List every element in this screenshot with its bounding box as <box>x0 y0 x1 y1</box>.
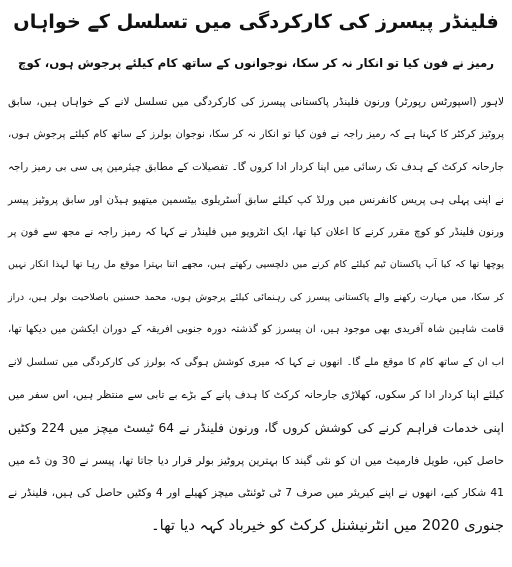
body-line: قامت شاہین شاہ آفریدی بھی موجود ہیں، ان پیسرز کو گذشتہ دورہ جنوبی افریقہ کے دوران ایکشن میں دیکھا تھا، <box>8 324 504 336</box>
subheadline: رمیز نے فون کیا تو انکار نہ کر سکا، نوجوانوں کے ساتھ کام کیلئے پرجوش ہوں، کوچ <box>18 56 494 70</box>
headline: فلینڈر پیسرز کی کارکردگی میں تسلسل کے خواہاں <box>13 10 499 33</box>
body-line: اب ان کے ساتھ کام کا موقع ملے گا۔ انھوں نے کہا کہ میری کوشش ہوگی کہ بولرز کی کارکردگی میں تسلسل لانے <box>8 356 504 368</box>
body-line: نے اپنی پہلی ہی پریس کانفرنس میں ورلڈ کپ کیلئے سابق آسٹریلوی بیٹسمین میتھیو ہیڈن اور سابق پروٹیز پیسر <box>8 193 504 206</box>
body-line: 41 شکار کیے، انھوں نے اپنے کیریئر میں صرف 7 ٹی ٹوئنٹی میچز کھیلے اور 4 وکٹیں حاصل کی ہیں، فلینڈر نے <box>8 486 504 500</box>
body-line: جارحانہ کرکٹ کے ہدف تک رسائی میں اپنا کردار ادا کروں گا۔ تفصیلات کے مطابق چیئرمین پی سی بی رمیز راجہ <box>8 161 504 174</box>
body-line: لاہور (اسپورٹس رپورٹر) ورنون فلینڈر پاکستانی پیسرز کی کارکردگی میں تسلسل لانے کے خواہاں ہیں، سابق <box>8 96 504 108</box>
body-line: کیلئے اپنا کردار ادا کر سکوں، کھلاڑی جارحانہ کرکٹ کا ہدف پانے کے بڑے بے تابی سے منتظر ہیں، اس سفر میں <box>8 389 504 402</box>
body-line: پوچھا تھا کہ کیا آپ پاکستان ٹیم کیلئے کام کرنے میں دلچسپی رکھتے ہیں، مجھے اتنا بہترا موقع مل رہا تھا لہذا انکار نہیں <box>8 258 504 270</box>
body-line: پروٹیز کرکٹر کا کہنا ہے کہ رمیز راجہ نے فون کیا تو انکار نہ کر سکا، نوجوان بولرز کے ساتھ کام کیلئے پرجوش ہوں، <box>8 128 504 140</box>
body-line: حاصل کیں، طویل فارمیٹ میں ان کو نئی گیند کا بہترین پروٹیز بولر قرار دیا جاتا تھا، پیسر نے 30 ون ڈے میں <box>8 453 504 467</box>
body-line: کر سکا، میں مہارت رکھنے والے پاکستانی پیسرز کی رہنمائی کیلئے پرجوش ہوں، محمد حسنین باصلاحیت بولر ہیں، دراز <box>8 291 504 303</box>
body-line-last: جنوری 2020 میں انٹرنیشنل کرکٹ کو خیرباد کہہ دیا تھا۔ <box>150 516 504 534</box>
body-line: ورنون فلینڈر کو کوچ مقرر کرنے کا اعلان کیا تھا، ایک انٹرویو میں فلینڈر نے کہا کہ رمیز راجہ نے مجھ سے فون پر <box>8 226 504 239</box>
article-body <box>8 86 504 542</box>
body-line: اپنی خدمات فراہم کرنے کی کوشش کروں گا، ورنون فلینڈر نے 64 ٹیسٹ میچز میں 224 وکٹیں <box>8 420 504 435</box>
